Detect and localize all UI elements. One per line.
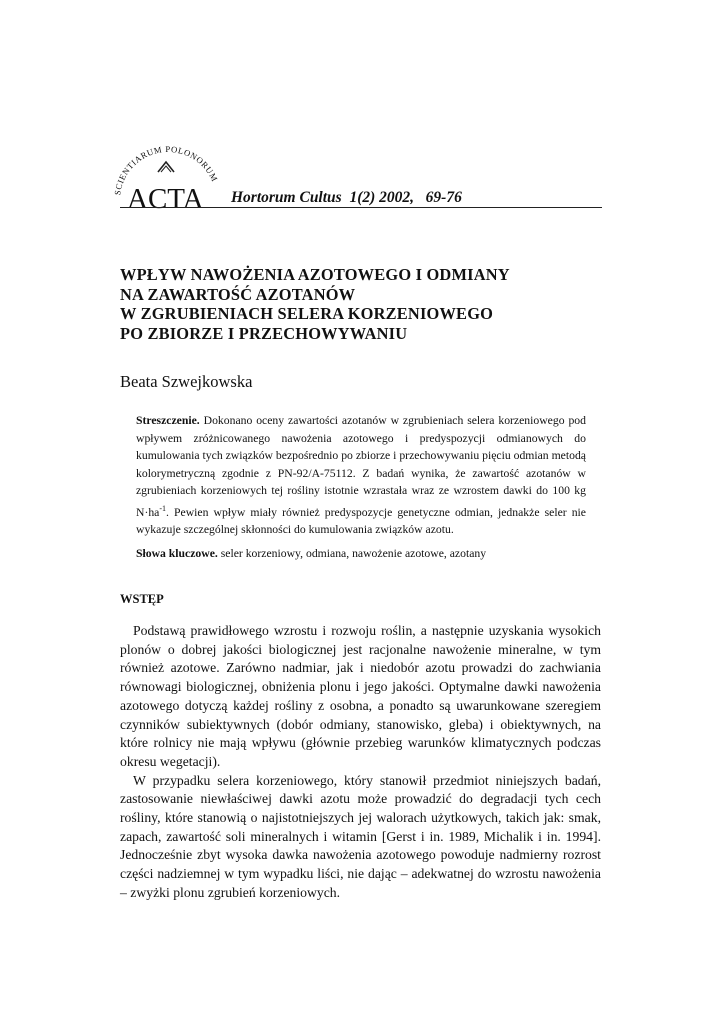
abstract: [136, 412, 586, 538]
title-line: PO ZBIORZE I PRZECHOWYWANIU: [120, 323, 408, 343]
body-paragraph: W przypadku selera korzeniowego, który stanowił przedmiot niniejszych badań, zastosowanie niewłaściwej dawki azotu może prowadzić do degradacji tych cech rośliny, które stanowią o najistotniejszych jej walorach użytkowych, takich jak: smak, zapach, zawartość soli mineralnych i witamin [Gerst i in. 1989, Michalik i in. 1994]. Jednocześnie zbyt wysoka dawka nawożenia azotowego powoduje nadmierny rozrost części nadziemnej w tym wypadku liści, nie dając – adekwatnej do wzrostu nawożenia – zwyżki plonu zgrubień korzeniowych.: [120, 772, 601, 900]
abstract-superscript: -1: [159, 503, 167, 513]
article-title: [120, 265, 600, 343]
keywords-label: Słowa kluczowe.: [136, 547, 218, 560]
abstract-paragraph: [136, 412, 586, 538]
abstract-text-continued: . Pewien wpływ miały również predyspozycje genetyczne odmian, jednakże seler nie wykazuje szczególnej skłonności do kumulowania związków azotu.: [136, 505, 586, 536]
keywords: [136, 545, 586, 563]
journal-citation: [231, 189, 462, 207]
keywords-text: seler korzeniowy, odmiana, nawożenie azotowe, azotany: [217, 547, 487, 560]
section-body: [120, 622, 601, 903]
title-line: NA ZAWARTOŚĆ AZOTANÓW: [120, 284, 356, 304]
body-paragraph: Podstawą prawidłowego wzrostu i rozwoju roślin, a następnie uzyskania wysokich plonów o dobrej jakości biologicznej jest racjonalne nawożenie mineralne, w tym również azotowe. Zarówno nadmiar, jak i niedobór azotu prowadzi do zachwiania równowagi biologicznej, obniżenia plonu i jego jakości. Optymalne dawki nawożenia azotowego dotyczą każdej rośliny z osobna, a ponadto są uwarunkowane szeregiem czynników subiektywnych (dobór odmiany, stanowisko, gleba) i obiektywnych, na które rolnicy nie mają wpływu (głównie przebieg warunków klimatycznych podczas okresu wegetacji).: [120, 623, 601, 769]
title-line: W ZGRUBIENIACH SELERA KORZENIOWEGO: [120, 304, 494, 324]
acta-journal-logo-icon: [112, 138, 224, 212]
abstract-text: Dokonano oceny zawartości azotanów w zgrubieniach selera korzeniowego pod wpływem zróżnicowanego nawożenia azotowego i predyspozycji odmianowych do kumulowania tych związków bezpośrednio po zbiorze i przechowywaniu pięciu odmian metodą kolorymetryczną zgodnie z PN-92/A-75112. Z badań wynika, że zawartość azotanów w zgrubieniach korzeniowych tej rośliny istotnie wzrastała wraz ze wzrostem dawki do 100 kg N·ha: [136, 414, 586, 519]
journal-pages: 69-76: [425, 189, 462, 206]
header-divider: [120, 207, 602, 208]
section-heading: WSTĘP: [120, 592, 164, 606]
logo-main-text: ACTA: [127, 183, 204, 212]
author-name: Beata Szwejkowska: [120, 372, 253, 391]
journal-name: Hortorum Cultus: [231, 189, 342, 206]
logo-arc-text: SCIENTIARUM POLONORUM: [112, 143, 221, 196]
title-line: WPŁYW NAWOŻENIA AZOTOWEGO I ODMIANY: [120, 265, 510, 284]
abstract-label: Streszczenie.: [136, 414, 200, 427]
journal-volume: 1(2) 2002,: [349, 189, 415, 206]
